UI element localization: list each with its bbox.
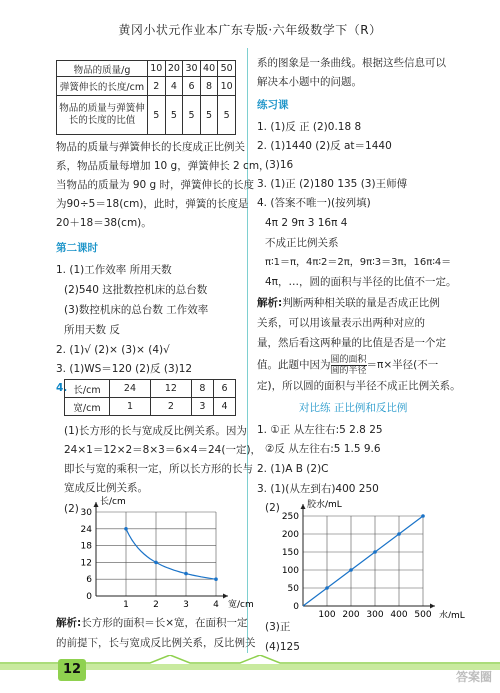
x-tick-label: 3 [183,600,189,608]
answer-text: (2)540 这批数控机床的总台数 [64,284,208,296]
answer-text: (3)数控机床的总台数 工作效率 [64,304,209,316]
answer-text: ②反 从左往右:5 1.5 9.6 [265,443,381,455]
answer-text: 2. (1)√ (2)× (3)× (4)√ [56,344,170,356]
table-cell: 物品的质量/g [57,61,148,77]
x-tick-label: 400 [390,610,408,618]
chart-water-glue [275,498,465,618]
answer-text: 1. ①正 从左往右:5 2.8 25 [257,424,383,436]
x-axis-arrow [430,604,435,609]
answer-text: (3)16 [265,159,294,171]
y-axis-arrow [301,504,306,509]
answer-text: 4. (答案不唯一)(按列填) [257,197,371,209]
answer-text: 所用天数 反 [64,324,120,336]
answer-text: (1)长方形的长与宽成反比例关系。因为 [64,425,247,437]
page-header: 黄冈小状元作业本广东专版·六年级数学下（R） [118,23,382,37]
table-cell: 宽/cm [65,398,110,416]
answer-text: 3. (1)WS＝120 (2)反 (3)12 [56,363,193,375]
data-point [421,514,425,518]
y-tick-label: 200 [281,530,299,540]
table-cell: 40 [200,61,218,77]
answer-text: 4π，…，圆的面积与半径的比值不一定。 [265,276,457,288]
table-row [57,61,236,77]
table-cell: 12 [150,380,191,398]
data-point [124,527,128,531]
watermark-logo: 答案圈 [455,670,492,684]
table-cell: 10 [218,77,236,96]
table-cell: 4 [165,77,183,96]
x-tick-label: 1 [123,600,129,608]
table-cell: 10 [148,61,166,77]
x-tick-label: 2 [153,600,159,608]
y-tick-label: 12 [80,558,92,569]
analysis-text [257,354,438,376]
answer-text: 不成正比例关系 [265,237,339,249]
answer-text: 2. (1)A B (2)C [257,463,329,475]
series-line [303,516,423,606]
answer-text: 宽成反比例关系。 [64,482,148,494]
answer-text: (2) [265,502,280,514]
x-axis-label: 宽/cm [228,600,254,608]
data-point [184,572,188,576]
y-axis-label: 长/cm [100,497,126,507]
table-cell: 物品的质量与弹簧伸长的长度的比值 [57,96,148,135]
analysis-text [257,296,440,310]
y-tick-label: 0 [86,592,92,602]
table-cell: 2 [150,398,191,416]
answer-text: 当物品的质量为 90 g 时，弹簧伸长的长度 [56,179,255,191]
y-axis-arrow [94,502,99,507]
answer-text: 系，物品质量每增加 10 g，弹簧伸长 2 cm， [56,160,270,172]
table-cell: 20 [165,61,183,77]
table-cell: 8 [191,380,213,398]
table-cell: 50 [218,61,236,77]
length-width-table [64,379,236,416]
analysis-body: ＝π×半径(不一 [366,359,439,371]
y-tick-label: 24 [80,524,92,535]
y-tick-label: 6 [86,575,92,586]
fraction-numerator: 圆的面积 [330,354,367,365]
analysis-label: 解析: [56,617,82,629]
table-row [57,77,236,96]
table-cell: 5 [200,96,218,135]
y-tick-label: 30 [80,508,92,518]
answer-text: 为90÷5＝18(cm)，此时，弹簧的长度是 [56,198,249,210]
section-title: 练习课 [257,99,289,111]
answer-text: 1. (1)反 正 (2)0.18 8 [257,121,362,133]
series-curve [126,529,216,579]
data-point [325,586,329,590]
x-axis-arrow [223,594,228,599]
analysis-label: 解析: [257,297,283,309]
y-tick-label: 150 [281,548,299,558]
x-axis-label: 水/mL [439,611,465,618]
y-tick-label: 250 [281,512,299,522]
chart-water-glue-svg [275,498,465,618]
answer-text: π∶1＝π，4π∶2＝2π，9π∶3＝3π，16π∶4＝ [265,257,452,268]
table-row [65,398,236,416]
data-point [373,550,377,554]
answer-text: 1. (1)工作效率 所用天数 [56,264,172,276]
table-cell: 4 [213,398,235,416]
analysis-body: 判断两种相关联的量是否成正比例 [282,297,440,309]
answer-text: 解决本小题中的问题。 [257,76,362,88]
x-tick-label: 200 [342,610,360,618]
analysis-text: 关系，可以用该量表示出两种对应的 [257,317,425,329]
answer-text: 物品的质量与弹簧伸长的长度成正比例关 [56,141,245,153]
answer-text: 4π 2 9π 3 16π 4 [265,217,348,229]
analysis-text: 量，然后看这两种量的比值是否是一个定 [257,337,446,349]
table-cell: 24 [110,380,151,398]
table-cell: 弹簧伸长的长度/cm [57,77,148,96]
answer-text: (3)正 [265,621,291,633]
answer-text: (2) [64,503,79,515]
data-point [154,561,158,565]
x-tick-label: 300 [366,610,384,618]
x-tick-label: 500 [414,610,432,618]
chart-length-width-svg [66,496,256,608]
answer-text: 20＋18＝38(cm)。 [56,217,152,229]
table-cell: 30 [183,61,201,77]
x-tick-label: 100 [318,610,336,618]
y-tick-label: 100 [281,566,299,576]
data-point [349,568,353,572]
table-cell: 3 [191,398,213,416]
table-cell: 6 [213,380,235,398]
table-cell: 5 [148,96,166,135]
section-title: 第二课时 [56,242,98,254]
y-tick-label: 18 [80,541,92,552]
question-number: 4. [56,382,68,394]
table-row [57,96,236,135]
table-cell: 1 [110,398,151,416]
table-cell: 5 [165,96,183,135]
answer-text: 2. (1)1440 (2)反 at＝1440 [257,140,392,152]
table-cell: 8 [200,77,218,96]
answer-text: 即长与宽的乘积一定，所以长方形的长与 [64,463,253,475]
table-cell: 2 [148,77,166,96]
table-cell: 长/cm [65,380,110,398]
analysis-text [56,616,248,630]
answer-text: 系的图象是一条曲线。根据这些信息可以 [257,57,446,69]
analysis-text: 定)，所以圆的面积与半径不成正比例关系。 [257,380,461,392]
analysis-body: 长方形的面积＝长×宽，在面积一定 [81,617,248,629]
fraction-denominator: 圆的半径 [330,365,367,376]
y-tick-label: 50 [287,584,299,594]
page-number: 12 [58,659,86,681]
table-cell: 5 [218,96,236,135]
section-title: 对比练 正比例和反比例 [299,402,408,414]
y-tick-label: 0 [293,602,299,612]
table-cell: 6 [183,77,201,96]
analysis-body: 值。此题中因为 [257,359,331,371]
y-axis-label: 胶水/mL [307,500,342,510]
x-tick-label: 4 [213,600,219,608]
data-point [214,577,218,581]
table-cell: 5 [183,96,201,135]
mass-spring-table [56,60,236,135]
answer-text: 3. (1)(从左到右)400 250 [257,483,379,495]
chart-length-width [66,496,256,608]
data-point [397,532,401,536]
answer-text: 24×1＝12×2＝8×3＝6×4＝24(一定)， [64,444,262,456]
analysis-text: 的前提下，长与宽成反比例关系，反比例关 [56,637,256,649]
answer-text: 3. (1)正 (2)180 135 (3)王师傅 [257,178,408,190]
table-row [65,380,236,398]
answer-text: (4)125 [265,641,300,653]
fraction [331,355,367,376]
